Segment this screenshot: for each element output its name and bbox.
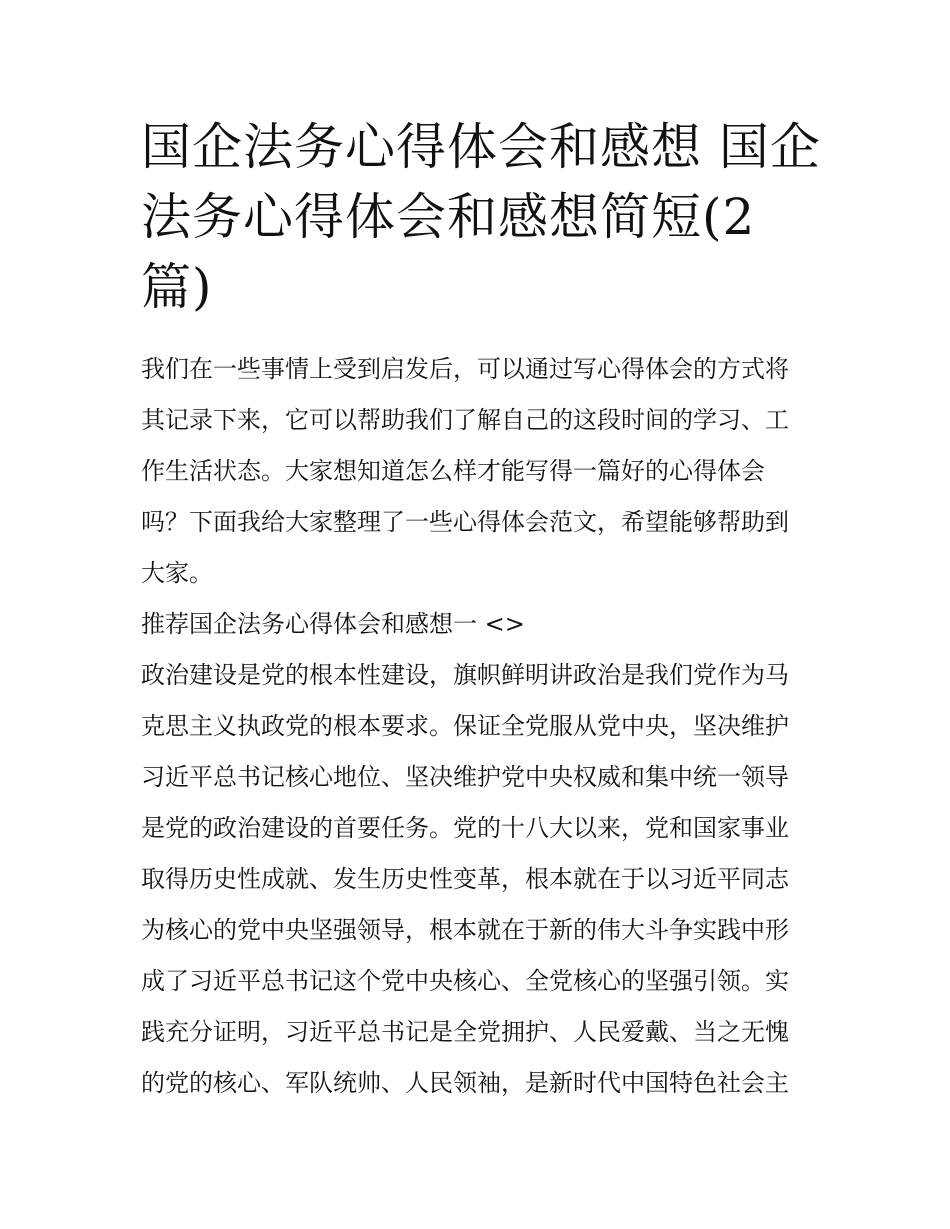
body-paragraph [141,650,813,1109]
document-page [141,112,821,1109]
text-line: 吗？下面我给大家整理了一些心得体会范文，希望能够帮助到 [141,508,789,536]
section-heading-text: 推荐国企法务心得体会和感想一 <> [141,610,525,638]
text-line: 是党的政治建设的首要任务。党的十八大以来，党和国家事业 [141,814,789,842]
title-line: 国企法务心得体会和感想 国企 [141,118,821,176]
text-line: 克思主义执政党的根本要求。保证全党服从党中央，坚决维护 [141,712,789,740]
text-line: 成了习近平总书记这个党中央核心、全党核心的坚强引领。实 [141,967,789,995]
section-heading [141,599,813,650]
text-line: 的党的核心、军队统帅、人民领袖，是新时代中国特色社会主 [141,1069,789,1097]
text-line: 践充分证明，习近平总书记是全党拥护、人民爱戴、当之无愧 [141,1018,789,1046]
title-line: 法务心得体会和感想简短(2 [141,188,756,246]
text-line: 为核心的党中央坚强领导，根本就在于新的伟大斗争实践中形 [141,916,789,944]
text-line: 政治建设是党的根本性建设，旗帜鲜明讲政治是我们党作为马 [141,661,789,689]
text-line: 我们在一些事情上受到启发后，可以通过写心得体会的方式将 [141,355,789,383]
document-title [141,112,821,322]
text-line: 作生活状态。大家想知道怎么样才能写得一篇好的心得体会 [141,457,765,485]
text-line: 其记录下来，它可以帮助我们了解自己的这段时间的学习、工 [141,406,789,434]
text-line: 取得历史性成就、发生历史性变革，根本就在于以习近平同志 [141,865,789,893]
intro-paragraph [141,344,813,599]
text-line: 习近平总书记核心地位、坚决维护党中央权威和集中统一领导 [141,763,789,791]
text-line: 大家。 [141,559,213,587]
title-line: 篇) [141,258,213,316]
